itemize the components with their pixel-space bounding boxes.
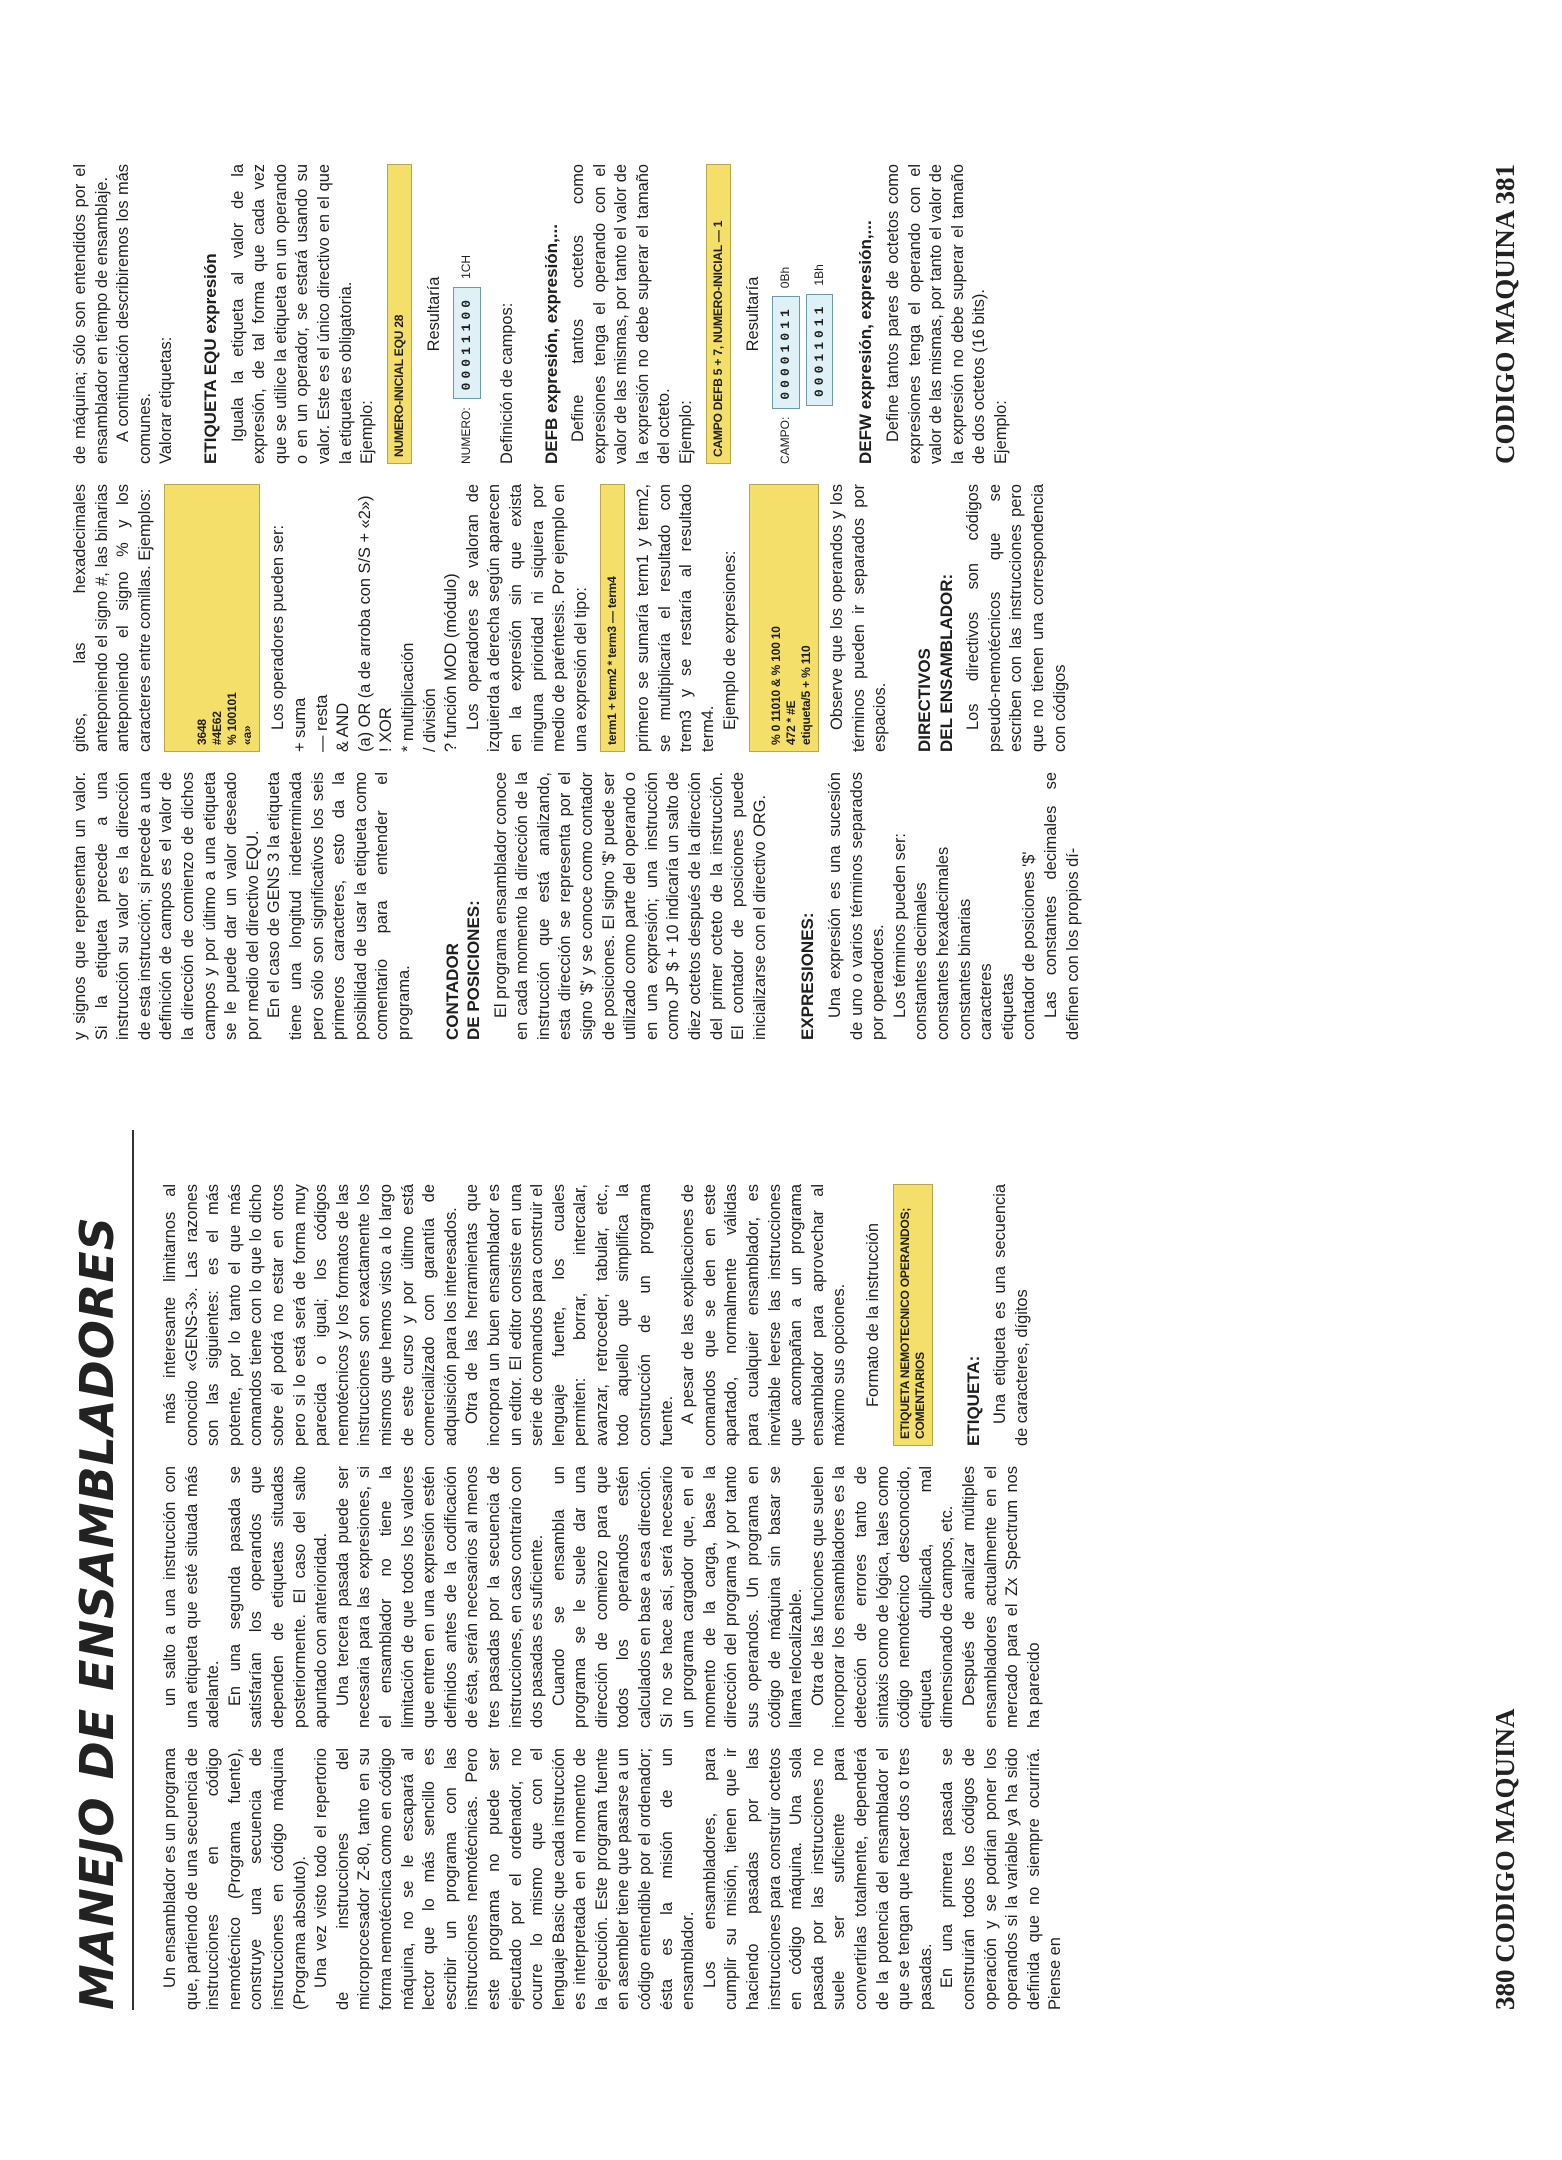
left-column-1 <box>160 1748 1562 2010</box>
box-line: % 0 11010 & % 100 10 <box>769 626 784 745</box>
paragraph: Una etiqueta es una secuencia de caracteres, dígitos <box>991 1184 1031 1446</box>
resultaria-caption: Resultaría <box>743 276 762 352</box>
list-item: constantes hexadecimales <box>933 846 952 1040</box>
campo-bits-1: 00001011 <box>772 296 800 408</box>
paragraph: Valorar etiquetas: <box>157 336 176 464</box>
paragraph: En una primera pasada se construirán todos los códigos de operación y se podrían poner los operandos si la variable ya ha sido definida que no siempre ocurrirá. Piense en <box>938 1748 1065 2010</box>
list-item: ! XOR <box>377 707 396 752</box>
campo-result-1 <box>772 164 800 464</box>
numero-hex: 1CH <box>459 254 474 279</box>
contador-heading-1: CONTADOR <box>442 943 462 1040</box>
paragraph: Observe que los operandos y los términos pueden ir separados por espacios. <box>828 484 890 752</box>
list-item: (a) OR (a de arroba con S/S + «2») <box>355 495 374 752</box>
paragraph: Los operadores pueden ser: <box>269 524 288 730</box>
paragraph: Una vez visto todo el repertorio de instrucciones del microprocesador Z-80, tanto en su forma nemotécnica como en código máquina, no se le escapará al lector que lo más sencillo es escribir un programa con las instrucciones nemotécnicas. Pero este programa no puede ser ejecutado por el ordenador, no ocurre lo mismo que con el lenguaje Basic que cada instrucción es interpretada en el momento de la ejecución. Este programa fuente en asembler tiene que pasarse a un código entendible por el ordenador; ésta es la misión de un ensamblador. <box>312 1748 698 2010</box>
ejemplo-label: Ejemplo: <box>992 400 1010 464</box>
ejemplos-box <box>164 484 260 752</box>
campo-result-2 <box>806 164 834 464</box>
campo-label: CAMPO: <box>778 416 793 464</box>
contador-heading-2: DE POSICIONES: <box>464 900 484 1040</box>
box-line: 472 * #E <box>784 700 799 745</box>
numero-label: NUMERO: <box>459 407 474 464</box>
paragraph: Una tercera pasada puede ser necesaria para las expresiones, si el ensamblador no tiene la limitación de que todos los valores que entren en una expresión estén definidos antes de la codificación de ésta, serán necesarios al menos tres pasadas por la secuencia de instrucciones, en caso contrario con dos pasadas es suficiente. <box>333 1466 547 1728</box>
paragraph: Define tantos octetos como expresiones tenga el operando con el valor de las mismas, por tanto el valor de la expresión no debe superar el tamaño del octeto. <box>569 164 674 464</box>
paragraph: En el caso de GENS 3 la etiqueta tiene una longitud indeterminada pero sólo son significativos los seis primeros caracteres, esto da la posibilidad de usar la etiqueta como comentario para entender el programa. <box>265 772 413 1040</box>
list-item: caracteres <box>977 963 996 1040</box>
paragraph: gitos, las hexadecimales anteponiendo el signo #, las binarias anteponiendo el signo % y los caracteres entre comillas. Ejemplos: <box>71 484 154 752</box>
paragraph: más interesante limitarnos al conocido «GENS-3». Las razones son las siguientes: es el más potente, por lo tanto el que más comandos tiene con lo que lo dicho sobre él podrá no estar en otros pero si lo está será de forma muy parecida o igual; los códigos nemotécnicos y los formatos de las instrucciones son exactamente los mismos que hemos visto a lo largo de este curso y por último está comercializado con garantía de adquisición para los interesados. <box>161 1184 460 1446</box>
numero-result <box>453 164 481 464</box>
paragraph: Otra de las funciones que suelen incorporar los ensambladores es la detección de errores tanto de sintaxis como de lógica, tales como código nemotécnico desconocido, etiqueta duplicada, mal dimensionado de campos, etc. <box>808 1466 957 1728</box>
etiqueta-heading: ETIQUETA: <box>963 1355 983 1446</box>
equ-box: NUMERO-INICIAL EQU 28 <box>387 164 412 464</box>
page-footer-left: 380 CODIGO MAQUINA <box>1490 1708 1520 2010</box>
paragraph: Iguala la etiqueta al valor de la expresión, de tal forma que cada vez que se utilice la etiqueta en un operando o en un operador, se estará usando su valor. Este es el único directivo en el que la etiqueta es obligatoria. <box>228 164 355 464</box>
numero-bits: 00011100 <box>453 287 481 399</box>
expresiones-heading: EXPRESIONES: <box>798 912 818 1040</box>
defb-box: CAMPO DEFB 5 + 7, NUMERO-INICIAL — 1 <box>706 164 731 464</box>
paragraph: El programa ensamblador conoce en cada momento la dirección de la instrucción que está analizando, esta dirección se representa por el signo '$' y se conoce como contador de posiciones. El signo '$' puede ser utilizado como parte del operando o en una expresión; una instrucción como JP $ + 10 indicaría un salto de diez octetos después de la dirección del primer octeto de la instrucción. El contador de posiciones puede inicializarse con el directivo ORG. <box>491 772 769 1040</box>
title-rule <box>132 1130 134 2010</box>
box-line: % 100101 <box>225 692 240 745</box>
paragraph: primero se sumaría term1 y term2, se multiplicaría el resultado con trem3 y se restaría al resultado term4. <box>634 484 718 752</box>
paragraph: Los directivos son códigos pseudo-nemotécnicos que se escriben con las instrucciones pero que no tienen una correspondencia con códigos <box>964 484 1069 752</box>
campo-bits-2: 00011011 <box>806 294 834 406</box>
list-item: + suma <box>290 697 309 752</box>
list-item: etiquetas <box>998 973 1017 1040</box>
right-column-2 <box>70 484 1490 752</box>
list-item: & AND <box>334 702 353 752</box>
paragraph: Los términos pueden ser: <box>890 833 909 1018</box>
paragraph: Los operadores se valoran de izquierda a derecha según aparecen en la expresión sin que exista ninguna prioridad ni siquiera por medio de paréntesis. Por ejemplo en una expresión del tipo: <box>463 484 590 752</box>
right-column-1 <box>70 772 1490 1040</box>
list-item: * multiplicación <box>398 642 417 752</box>
paragraph: Ejemplo de expresiones: <box>720 550 739 730</box>
directivos-heading-1: DIRECTIVOS <box>915 648 935 752</box>
list-item: contador de posiciones '$' <box>1020 851 1039 1040</box>
expr-box <box>749 484 819 752</box>
paragraph: Una expresión es una sucesión de uno o varios términos separados por operadores. <box>826 772 888 1040</box>
campo-hex-1: 0Bh <box>778 266 793 289</box>
left-column-3 <box>160 1184 1562 1446</box>
paragraph: En una segunda pasada se satisfarían los operandos que dependen de etiquetas situadas posteriormente. El caso del salto apuntado con anterioridad. <box>225 1466 331 1728</box>
ejemplo-label: Ejemplo: <box>358 400 377 464</box>
paragraph: Un ensamblador es un programa que, partiendo de una secuencia de instrucciones en código nemotécnico (Programa fuente), construye una secuencia de instrucciones en código máquina (Programa absoluto). <box>161 1748 309 2010</box>
list-item: constantes decimales <box>912 882 931 1040</box>
page-footer-right: CODIGO MAQUINA 381 <box>1490 163 1520 464</box>
paragraph: de máquina; sólo son entendidos por el ensamblador en tiempo de ensamblaje. <box>71 164 111 464</box>
paragraph: un salto a una instrucción con una etiqueta que esté situada más adelante. <box>161 1466 223 1728</box>
paragraph: Otra de las herramientas que incorpora un buen ensamblador es un editor. El editor consiste en una serie de comandos para construir el lenguaje fuente, los cuales permiten: borrar, intercalar, avanzar, retroceder, tabular, etc., todo aquello que simplifica la construcción de un programa fuente. <box>463 1184 676 1446</box>
equ-heading: ETIQUETA EQU expresión <box>200 253 220 464</box>
paragraph: Las constantes decimales se definen con los propios dí- <box>1041 772 1082 1040</box>
directivos-heading-2: DEL ENSAMBLADOR: <box>936 573 956 752</box>
resultaria-caption: Resultaría <box>424 276 443 352</box>
left-page <box>0 1080 1562 2160</box>
campo-hex-2: 1Bh <box>811 264 826 286</box>
left-column-2 <box>160 1466 1562 1728</box>
list-item: ? función MOD (módulo) <box>442 573 461 752</box>
paragraph: y signos que representan un valor. Si la etiqueta precede a una instrucción su valor es la dirección de esta instrucción; si precede a una definición de campos es el valor de la dirección de comienzo de dichos campos y por último a una etiqueta se le puede dar un valor deseado por medio del directivo EQU. <box>71 772 262 1040</box>
paragraph: A pesar de las explicaciones de comandos que se den en este apartado, normalmente válidas para cualquier ensamblador, es inevitable leerse las instrucciones que acompañan a un programa ensamblador para aprovechar al máximo sus opciones. <box>679 1184 849 1446</box>
format-box: ETIQUETA NEMOTECNICO OPERANDOS; COMENTARIOS <box>893 1184 933 1446</box>
list-item: constantes binarias <box>955 898 974 1040</box>
definicion-label: Definición de campos: <box>497 302 516 464</box>
paragraph: Los ensambladores, para cumplir su misión, tienen que ir haciendo pasadas por las instrucciones para construir octetos en código máquina. Una sola pasada por las instrucciones no suele ser suficiente para convertirlas totalmente, dependerá de la potencia del ensamblador el que se tengan que hacer dos o tres pasadas. <box>700 1748 935 2010</box>
list-item: / división <box>420 688 439 752</box>
box-line: #4E62 <box>210 711 225 745</box>
defb-heading: DEFB expresión, expresión,... <box>541 224 561 464</box>
right-column-3 <box>70 164 1490 464</box>
box-line: etiqueta/5 + % 110 <box>799 645 814 745</box>
paragraph: Cuando se ensambla un programa se le suele dar una dirección de comienzo para que todos los operandos estén calculados en base a esa dirección. Si no se hace así, será necesario un programa cargador que, en el momento de la carga, base la dirección del programa y por tanto sus operandos. Un programa en código de máquina sin basar se llama relocalizable. <box>549 1466 806 1728</box>
ejemplo-label: Ejemplo: <box>677 400 696 464</box>
paragraph: Define tantos pares de octetos como expresiones tenga el operando con el valor de las mismas, por tanto el valor de la expresión no debe superar el tamaño de dos octetos (16 bits). <box>884 164 989 464</box>
page-title: MANEJO DE ENSAMBLADORES <box>70 1216 124 2010</box>
defw-heading: DEFW expresión, expresión,... <box>856 220 876 464</box>
terminos-list <box>911 772 1041 1040</box>
format-caption: Formato de la instrucción <box>864 1222 882 1408</box>
operadores-list <box>290 484 463 752</box>
box-line: 3648 <box>195 719 210 745</box>
paragraph: Después de analizar múltiples ensambladores actualmente en el mercado para el Zx Spectrum nos ha parecido <box>959 1466 1043 1728</box>
paragraph: A continuación describiremos los más comunes. <box>114 164 154 464</box>
box-line: «a» <box>240 725 255 745</box>
list-item: — resta <box>312 694 331 752</box>
term-box: term1 + term2 * term3 — term4 <box>600 484 625 752</box>
